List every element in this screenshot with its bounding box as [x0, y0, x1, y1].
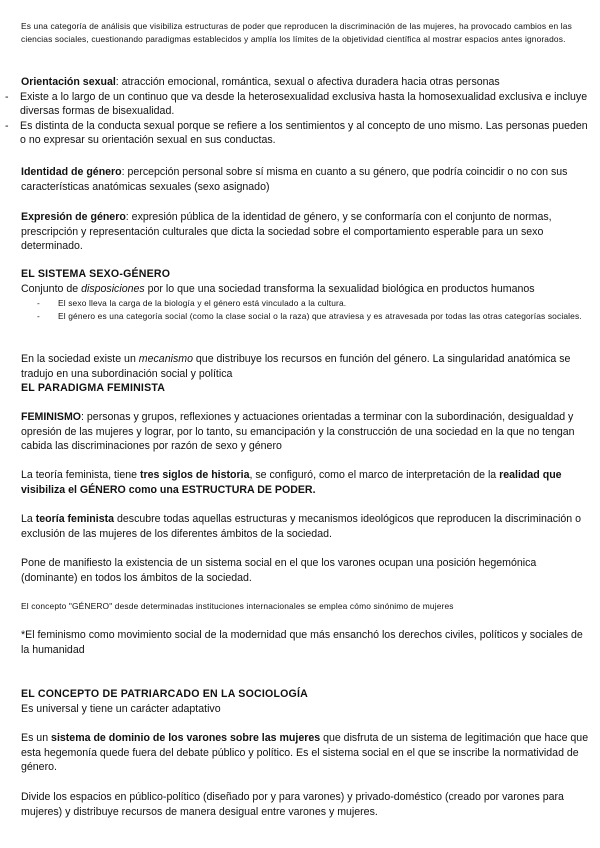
- mecanismo-start: En la sociedad existe un: [21, 353, 139, 365]
- identidad-def: : percepción personal sobre sí misma en cuanto a su género, que podría coincidir o no con sus características anatómicas sexuales (sexo asignado): [21, 166, 568, 193]
- feminismo-paragraph: [21, 410, 589, 454]
- patriarcado-heading: EL CONCEPTO DE PATRIARCADO EN LA SOCIOLOGÍA: [21, 688, 308, 700]
- feminismo-def: : personas y grupos, reflexiones y actuaciones orientadas a terminar con la subordinación, desigualdad y opresión de las mujeres y lograr, por lo tanto, su emancipación y la construcción de una sociedad en la que no tengan cabida las discriminaciones por razón de sexo y género: [21, 411, 575, 452]
- patriarcado-p1c: que disfruta de un sistema de legitimación que hace que esta hegemonía quede fuera del debate público y político. Es el sistema social en el que se inscribe la normatividad de género.: [21, 732, 589, 773]
- teoria-feminista-paragraph: [21, 512, 589, 541]
- teoria2-b: teoría feminista: [35, 513, 115, 525]
- patriarcado-sub: Es universal y tiene un carácter adaptativo: [21, 702, 221, 715]
- sistema-def-start: Conjunto de: [21, 282, 82, 295]
- teoria1-a: La teoría feminista, tiene: [21, 469, 140, 481]
- identidad-term: Identidad de género: [21, 166, 122, 178]
- teoria2-c: descubre todas aquellas estructuras y mecanismos ideológicos que reproducen la discriminación o exclusión de las mujeres de los diferentes ámbitos de la sociedad.: [21, 513, 582, 540]
- expresion-term: Expresión de género: [21, 211, 126, 223]
- feminismo-term: FEMINISMO: [21, 411, 82, 423]
- paradigma-heading: EL PARADIGMA FEMINISTA: [21, 382, 166, 394]
- list-item: - Existe a lo largo de un continuo que va desde la heterosexualidad exclusiva hasta la homosexualidad exclusiva e incluye diversas formas de bisexualidad.: [5, 90, 589, 119]
- patriarcado-section: [21, 687, 589, 716]
- mecanismo-paragraph: [21, 352, 589, 381]
- mecanismo-italic: mecanismo: [138, 353, 193, 365]
- patriarcado-p1b: sistema de dominio de los varones sobre las mujeres: [51, 732, 321, 744]
- sistema-def-italic: disposiciones: [81, 282, 145, 295]
- sistema-list: [21, 297, 589, 323]
- sistema-section: [21, 267, 589, 323]
- identidad-paragraph: [21, 165, 589, 194]
- patriarcado-paragraph-2: Divide los espacios en público-político (diseñado por y para varones) y privado-doméstico (creado por varones para mujeres) y distribuye recursos de manera desigual entre varones y mujeres.: [21, 791, 564, 818]
- patriarcado-p1a: Es un: [21, 732, 52, 744]
- expresion-paragraph: [21, 210, 589, 254]
- movimiento-note: *El feminismo como movimiento social de la modernidad que más ensanchó los derechos civiles, políticos y sociales de la humanidad: [21, 629, 583, 656]
- orientacion-section: [21, 75, 589, 148]
- mecanismo-end: que distribuye los recursos en función del género. La singularidad anatómica se tradujo en una subordinación social y política: [21, 353, 571, 380]
- patriarcado-paragraph-1: [21, 731, 589, 775]
- teoria1-d: realidad que visibiliza el GÉNERO como una ESTRUCTURA DE PODER.: [21, 469, 562, 496]
- orientacion-term: Orientación sexual: [21, 76, 116, 88]
- sistema-def-end: por lo que una sociedad transforma la sexualidad biológica en productos humanos: [144, 282, 535, 295]
- teoria1-b: tres siglos de historia: [139, 469, 250, 481]
- manifiesto-paragraph: Pone de manifiesto la existencia de un sistema social en el que los varones ocupan una posición hegemónica (dominante) en todos los ámbitos de la sociedad.: [21, 557, 537, 584]
- teoria-historia-paragraph: [21, 468, 589, 497]
- sistema-heading: EL SISTEMA SEXO-GÉNERO: [21, 268, 171, 280]
- list-item: - El género es una categoría social (como la clase social o la raza) que atraviesa y es atravesada por todas las otras categorías sociales.: [21, 310, 589, 323]
- list-item: - El sexo lleva la carga de la biología y el género está vinculado a la cultura.: [21, 297, 589, 310]
- orientacion-list: [5, 90, 589, 148]
- teoria1-c: , se configuró, como el marco de interpretación de la: [249, 469, 500, 481]
- concepto-genero-note: El concepto "GÉNERO" desde determinadas instituciones internacionales se emplea cómo sinónimo de mujeres: [21, 601, 454, 611]
- orientacion-def: : atracción emocional, romántica, sexual o afectiva duradera hacia otras personas: [115, 76, 500, 88]
- expresion-def: : expresión pública de la identidad de género, y se conformaría con el conjunto de normas, prescripción y representación culturales que dicta la sociedad sobre el comportamiento esperable para un sexo determinado.: [21, 211, 552, 252]
- intro-paragraph: Es una categoría de análisis que visibiliza estructuras de poder que reproducen la discriminación de las mujeres, ha provocado cambios en las ciencias sociales, cuestionando paradigmas establecidos y amplía los límites de la objetividad científica al mostrar espacios antes ignorados.: [21, 21, 572, 44]
- teoria2-a: La: [21, 513, 36, 525]
- list-item: - Es distinta de la conducta sexual porque se refiere a los sentimientos y al concepto de uno mismo. Las personas pueden o no expresar su orientación sexual en sus conductas.: [5, 119, 589, 148]
